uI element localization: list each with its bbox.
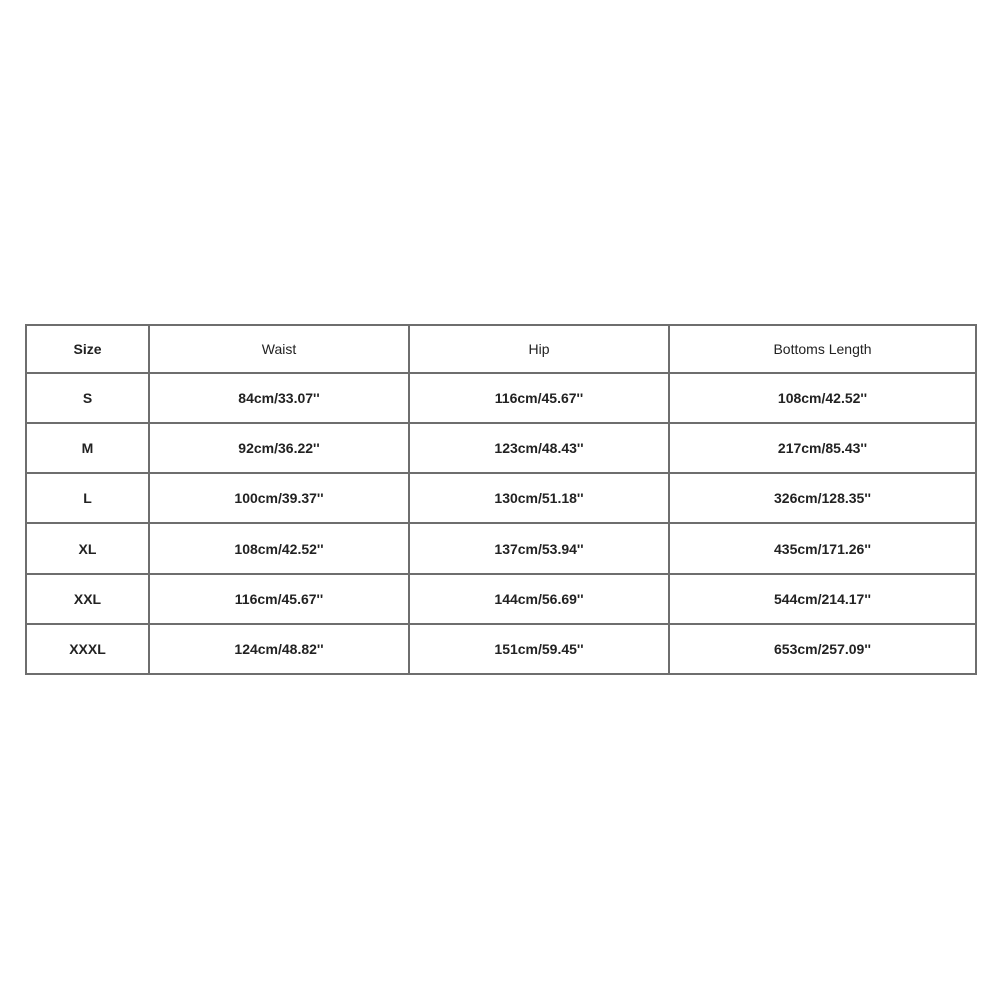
table-row [26,574,976,624]
size-cell: XXL [26,574,149,624]
hip-cell: 116cm/45.67'' [409,373,669,423]
header-hip: Hip [409,325,669,373]
hip-cell: 123cm/48.43'' [409,423,669,473]
header-size: Size [26,325,149,373]
waist-cell: 84cm/33.07'' [149,373,409,423]
header-bottoms-length: Bottoms Length [669,325,976,373]
hip-cell: 144cm/56.69'' [409,574,669,624]
bottoms-length-cell: 653cm/257.09'' [669,624,976,674]
size-cell: L [26,473,149,523]
waist-cell: 124cm/48.82'' [149,624,409,674]
table-row [26,423,976,473]
hip-cell: 137cm/53.94'' [409,523,669,573]
waist-cell: 108cm/42.52'' [149,523,409,573]
table-header-row [26,325,976,373]
bottoms-length-cell: 326cm/128.35'' [669,473,976,523]
waist-cell: 92cm/36.22'' [149,423,409,473]
waist-cell: 116cm/45.67'' [149,574,409,624]
table-row [26,523,976,573]
bottoms-length-cell: 544cm/214.17'' [669,574,976,624]
header-waist: Waist [149,325,409,373]
size-cell: XL [26,523,149,573]
table-row [26,473,976,523]
size-cell: XXXL [26,624,149,674]
table-row [26,373,976,423]
hip-cell: 130cm/51.18'' [409,473,669,523]
table-row [26,624,976,674]
bottoms-length-cell: 108cm/42.52'' [669,373,976,423]
bottoms-length-cell: 435cm/171.26'' [669,523,976,573]
size-chart-table [25,324,977,675]
size-cell: S [26,373,149,423]
waist-cell: 100cm/39.37'' [149,473,409,523]
bottoms-length-cell: 217cm/85.43'' [669,423,976,473]
hip-cell: 151cm/59.45'' [409,624,669,674]
size-cell: M [26,423,149,473]
